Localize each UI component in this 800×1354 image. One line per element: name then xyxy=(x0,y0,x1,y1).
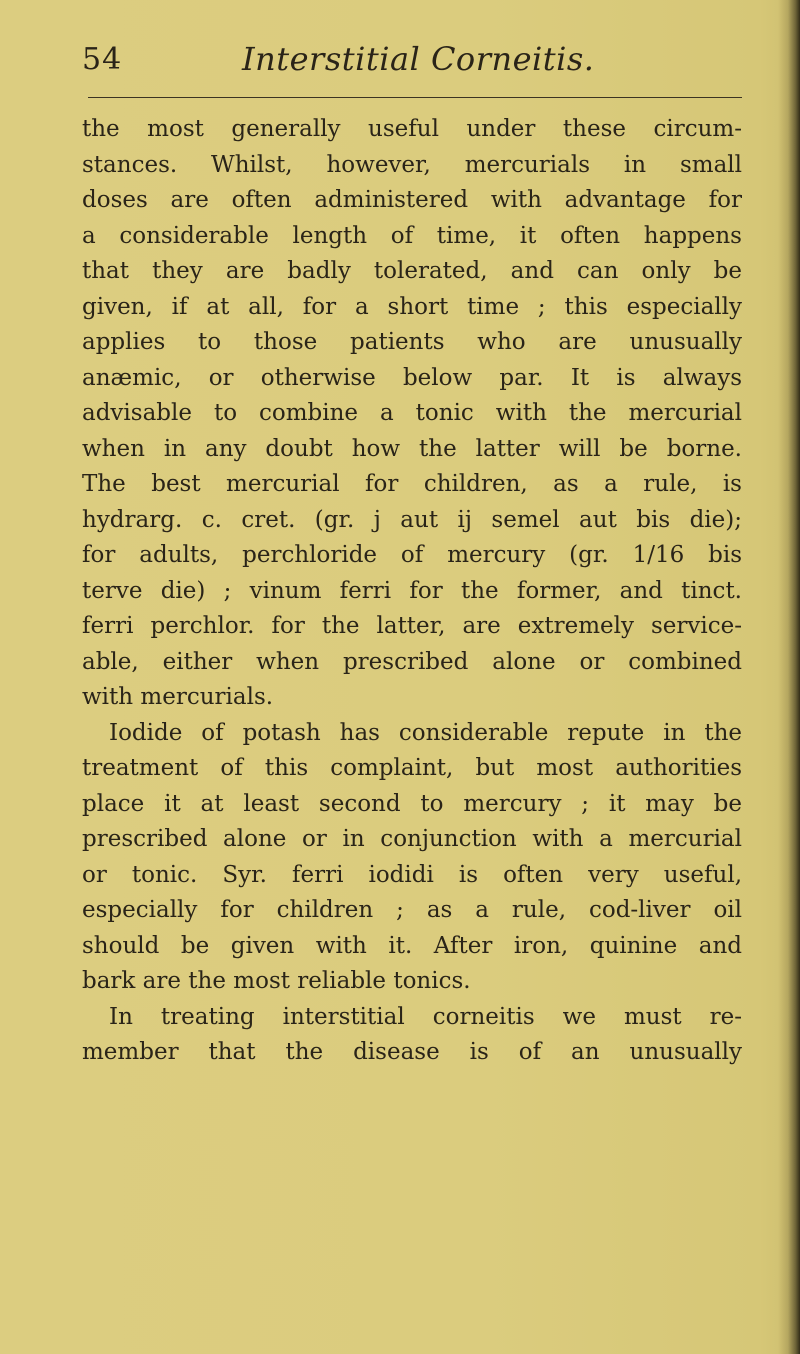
text-line: with mercurials. xyxy=(82,684,274,710)
text-line: given, if at all, for a short time ; this especially xyxy=(82,293,742,320)
text-line: In treating interstitial corneitis we must re- xyxy=(109,1003,742,1030)
text-line: able, either when prescribed alone or combined xyxy=(82,648,742,675)
text-line: that they are badly tolerated, and can only be xyxy=(82,258,742,284)
text-line: should be given with it. After iron, quinine and xyxy=(82,932,742,959)
text-line: Iodide of potash has considerable repute in the xyxy=(109,719,742,746)
page-number: 54 xyxy=(82,42,123,77)
text-line: prescribed alone or in conjunction with a mercurial xyxy=(82,826,742,852)
text-line: applies to those patients who are unusually xyxy=(82,329,742,355)
running-title: Interstitial Corneitis. xyxy=(242,40,595,78)
text-line: hydrarg. c. cret. (gr. j aut ij semel aut bis die); xyxy=(82,506,742,533)
text-line: anæmic, or otherwise below par. It is always xyxy=(82,364,742,391)
text-line: The best mercurial for children, as a rule, is xyxy=(82,471,742,497)
text-line: member that the disease is of an unusually xyxy=(82,1039,742,1065)
page-edge-shadow xyxy=(778,0,800,1354)
text-line: stances. Whilst, however, mercurials in small xyxy=(82,151,742,178)
header-rule xyxy=(88,97,742,98)
page-header xyxy=(82,38,742,84)
text-line: terve die) ; vinum ferri for the former, and tinct. xyxy=(82,577,742,604)
text-line: especially for children ; as a rule, cod-liver oil xyxy=(82,897,742,923)
text-line: bark are the most reliable tonics. xyxy=(82,968,471,994)
text-line: a considerable length of time, it often happens xyxy=(82,222,742,249)
text-line: advisable to combine a tonic with the mercurial xyxy=(82,400,742,426)
text-line: place it at least second to mercury ; it may be xyxy=(82,790,742,817)
text-line: when in any doubt how the latter will be borne. xyxy=(82,435,742,462)
text-line: doses are often administered with advantage for xyxy=(82,187,742,213)
text-line: or tonic. Syr. ferri iodidi is often very useful, xyxy=(82,861,742,888)
text-line: the most generally useful under these circum- xyxy=(82,116,742,142)
body-text xyxy=(82,112,742,1071)
text-line: treatment of this complaint, but most authorities xyxy=(82,755,742,781)
text-line: ferri perchlor. for the latter, are extremely service- xyxy=(82,613,742,639)
text-line: for adults, perchloride of mercury (gr. 1/16 bis xyxy=(82,542,742,568)
